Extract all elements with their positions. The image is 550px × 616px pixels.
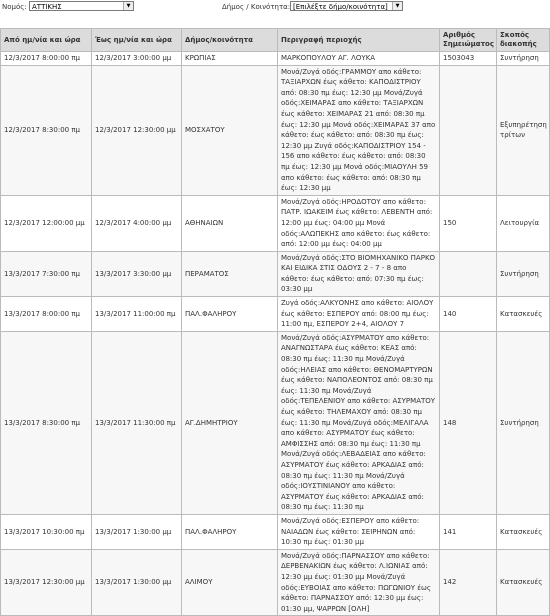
cell-municipality: ΑΘΗΝΑΙΩΝ [182,195,278,251]
cell-municipality: ΜΟΣΧΑΤΟΥ [182,65,278,195]
table-header-row [1,29,550,52]
chevron-down-icon: ▼ [123,2,133,10]
cell-municipality: ΑΓ.ΔΗΜΗΤΡΙΟΥ [182,331,278,514]
cell-to-date: 12/3/2017 4:00:00 μμ [92,195,182,251]
cell-municipality: ΠΕΡΑΜΑΤΟΣ [182,251,278,296]
cell-purpose: Συντήρηση [497,52,550,66]
cell-notice-number: 148 [440,331,497,514]
cell-area-description: ΜΑΡΚΟΠΟΥΛΟΥ ΑΓ. ΛΟΥΚΑ [278,52,440,66]
cell-area-description: Μονά/Ζυγά οδός:ΑΣΥΡΜΑΤΟΥ απο κάθετο: ΑΝΑΓΝΩΣΤΑΡΑ έως κάθετο: ΚΕΑΣ από: 08:30 πμ έως: 11:30 πμ Μονά/Ζυγά οδός:ΗΛΕΙΑΣ απο κάθετο: ΘΕΝΟΜΑΡΤΥΡΩΝ έως κάθετο: ΝΑΠΟΛΕΟΝΤΟΣ από: 08:30 πμ έως: 11:30 πμ Μονά/Ζυγά οδός:ΤΕΠΕΛΕΝΙΟΥ απο κάθετο: ΑΣΥΡΜΑΤΟΥ έως κάθετο: ΤΗΛΕΜΑΧΟΥ από: 08:30 πμ έως: 11:30 πμ Μονά/Ζυγά οδός:ΜΕΛΙΓΑΛΑ απο κάθετο: ΑΣΥΡΜΑΤΟΥ έως κάθετο: ΑΜΦΙΣΣΗΣ από: 08:30 πμ έως: 11:30 πμ Μονά/Ζυγά οδός:ΛΕΒΑΔΕΙΑΣ απο κάθετο: ΑΣΥΡΜΑΤΟΥ έως κάθετο: ΑΡΚΑΔΙΑΣ από: 08:30 πμ έως: 11:30 πμ Μονά/Ζυγά οδός:ΙΟΥΣΤΙΝΙΑΝΟΥ απο κάθετο: ΑΣΥΡΜΑΤΟΥ έως κάθετο: ΑΡΚΑΔΙΑΣ από: 08:30 πμ έως: 11:30 πμ [278,331,440,514]
cell-from-date: 13/3/2017 10:30:00 πμ [1,514,92,549]
cell-from-date: 13/3/2017 8:00:00 πμ [1,297,92,332]
header-area-description[interactable]: Περιγραφή περιοχής [278,29,440,52]
cell-notice-number [440,65,497,195]
header-notice-number[interactable]: Αριθμός Σημειώματος [440,29,497,52]
cell-from-date: 13/3/2017 8:30:00 πμ [1,331,92,514]
table-row [1,251,550,296]
table-row [1,549,550,616]
cell-purpose: Συντήρηση [497,331,550,514]
cell-notice-number: 140 [440,297,497,332]
cell-purpose: Κατασκευές [497,514,550,549]
outage-table [0,28,550,616]
cell-purpose: Κατασκευές [497,297,550,332]
cell-notice-number [440,251,497,296]
header-to-date[interactable]: Έως ημ/νία και ώρα [92,29,182,52]
cell-area-description: Μονά/Ζυγά οδός:ΣΤΟ ΒΙΟΜΗΧΑΝΙΚΟ ΠΑΡΚΟ ΚΑΙ ΕΙΔΙΚΑ ΣΤΙΣ ΟΔΟΥΣ 2 - 7 - 8 απο κάθετο: έως κάθετο: από: 07:30 πμ έως: 03:30 μμ [278,251,440,296]
cell-area-description: Μονά/Ζυγά οδός:ΕΣΠΕΡΟΥ απο κάθετο: ΝΑΙΑΔΩΝ έως κάθετο: ΣΕΙΡΗΝΩΝ από: 10:30 πμ έως: 01:30 μμ [278,514,440,549]
table-row [1,514,550,549]
cell-municipality: ΑΛΙΜΟΥ [182,549,278,616]
cell-purpose: Εξυπηρέτηση τρίτων [497,65,550,195]
cell-purpose: Λειτουργία [497,195,550,251]
cell-purpose: Συντήρηση [497,251,550,296]
cell-notice-number: 150 [440,195,497,251]
cell-area-description: Μονά/Ζυγά οδός:ΓΡΑΜΜΟΥ απο κάθετο: ΤΑΞΙΑΡΧΩΝ έως κάθετο: ΚΑΠΟΔΙΣΤΡΙΟΥ από: 08:30 πμ έως: 12:30 μμ Μονά/Ζυγά οδός:ΧΕΙΜΑΡΑΣ απο κάθετο: ΤΑΞΙΑΡΧΩΝ έως κάθετο: ΧΕΙΜΑΡΑΣ 21 από: 08:30 πμ έως: 12:30 μμ Μονά οδός:ΧΕΙΜΑΡΑΣ 37 απο κάθετο: έως κάθετο: από: 08:30 πμ έως: 12:30 μμ Ζυγά οδός:ΚΑΠΟΔΙΣΤΡΙΟΥ 154 - 156 απο κάθετο: έως κάθετο: από: 08:30 πμ έως: 12:30 μμ Μονά οδός:ΜΙΑΟΥΛΗ 59 απο κάθετο: έως κάθετο: από: 08:30 πμ έως: 12:30 μμ [278,65,440,195]
cell-from-date: 12/3/2017 8:00:00 πμ [1,52,92,66]
prefecture-select[interactable] [29,1,134,11]
cell-to-date: 13/3/2017 3:30:00 μμ [92,251,182,296]
cell-to-date: 13/3/2017 11:30:00 πμ [92,331,182,514]
cell-from-date: 12/3/2017 12:00:00 μμ [1,195,92,251]
cell-to-date: 13/3/2017 1:30:00 μμ [92,549,182,616]
cell-area-description: Μονά/Ζυγά οδός:ΠΑΡΝΑΣΣΟΥ απο κάθετο: ΔΕΡΒΕΝΑΚΙΩΝ έως κάθετο: Λ.ΙΩΝΙΑΣ από: 12:30 μμ έως: 01:30 μμ Μονά/Ζυγά οδός:ΕΥΒΟΙΑΣ απο κάθετο: ΠΩΓΩΝΙΟΥ έως κάθετο: ΠΑΡΝΑΣΣΟΥ από: 12:30 μμ έως: 01:30 μμ, ΨΑΡΡΩΝ [ΟΛΗ] [278,549,440,616]
cell-from-date: 12/3/2017 8:30:00 πμ [1,65,92,195]
cell-notice-number: 141 [440,514,497,549]
prefecture-label: Νομός: [2,3,27,11]
header-purpose[interactable]: Σκοπός διακοπής [497,29,550,52]
cell-purpose: Κατασκευές [497,549,550,616]
table-row [1,297,550,332]
cell-from-date: 13/3/2017 12:30:00 μμ [1,549,92,616]
municipality-select-value: [Επιλέξτε δήμο/κοινότητα] [293,3,388,11]
prefecture-select-value: ΑΤΤΙΚΗΣ [32,3,62,11]
table-row [1,52,550,66]
cell-municipality: ΚΡΩΠΙΑΣ [182,52,278,66]
cell-to-date: 12/3/2017 3:00:00 μμ [92,52,182,66]
table-row [1,331,550,514]
cell-area-description: Ζυγά οδός:ΑΛΚΥΟΝΗΣ απο κάθετο: ΑΙΟΛΟΥ έως κάθετο: ΕΣΠΕΡΟΥ από: 08:00 πμ έως: 11:00 πμ, ΕΣΠΕΡΟΥ 2+4, ΑΙΟΛΟΥ 7 [278,297,440,332]
cell-to-date: 12/3/2017 12:30:00 μμ [92,65,182,195]
municipality-select[interactable] [290,1,403,11]
table-row [1,195,550,251]
cell-area-description: Μονά/Ζυγά οδός:ΗΡΟΔΟΤΟΥ απο κάθετο: ΠΑΤΡ. ΙΩΑΚΕΙΜ έως κάθετο: ΛΕΒΕΝΤΗ από: 12:00 μμ έως: 04:00 μμ Μονά οδός:ΑΛΩΠΕΚΗΣ απο κάθετο: έως κάθετο: από: 12:00 μμ έως: 04:00 μμ [278,195,440,251]
header-municipality[interactable]: Δήμος/κοινότητα [182,29,278,52]
cell-from-date: 13/3/2017 7:30:00 πμ [1,251,92,296]
header-from-date[interactable]: Από ημ/νία και ώρα [1,29,92,52]
cell-to-date: 13/3/2017 11:00:00 πμ [92,297,182,332]
chevron-down-icon: ▼ [392,2,402,10]
cell-notice-number: 142 [440,549,497,616]
cell-municipality: ΠΑΛ.ΦΑΛΗΡΟΥ [182,297,278,332]
cell-municipality: ΠΑΛ.ΦΑΛΗΡΟΥ [182,514,278,549]
table-row [1,65,550,195]
municipality-label: Δήμος / Κοινότητα: [222,3,291,11]
cell-notice-number: 1503043 [440,52,497,66]
cell-to-date: 13/3/2017 1:30:00 μμ [92,514,182,549]
filter-bar [0,0,550,14]
